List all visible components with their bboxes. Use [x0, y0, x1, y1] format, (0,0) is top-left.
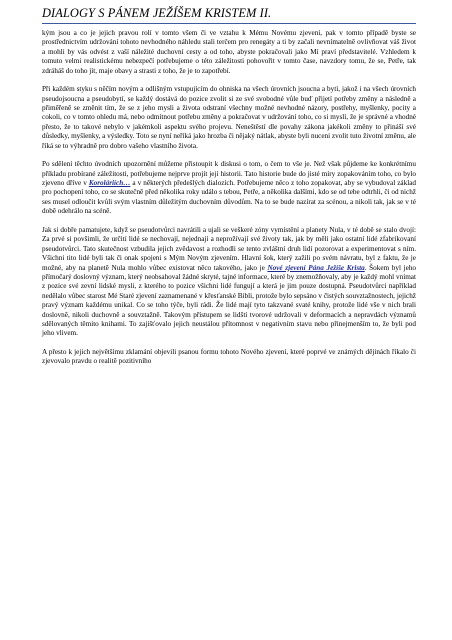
paragraph-3 [42, 160, 416, 216]
paragraph-1 [42, 29, 416, 76]
paragraph-text: Po sdělení těchto úvodních upozornění můžeme přistoupit k diskusi o tom, o čem to vše je. Než však půjdeme ke konkrétnímu příkladu probírané záležitosti, potřebujeme nejprve projít její historii. Tato historie bude do jisté míry zopakováním toho, co bylo zjeveno dříve v [42, 160, 416, 188]
header-divider [42, 23, 416, 24]
korolarie-link[interactable]: Koroláriích… [88, 179, 131, 188]
paragraph-2 [42, 85, 416, 151]
paragraph-text: a v některých předešlých dialozích. Potřebujeme něco z toho zopakovat, aby se vybudoval základ pro pochopení toho, co se skutečně před několika roky událo s tebou, Petře, a několika dalšími, kdo se od tebe odtrhli, či od nichž ses musel odloučit kvůli svým vlastním důležitým duchovním důvodům. Na to se bude nazírat za scénou, a nikoli tak, jak se v té době odehrálo na scéně. [42, 179, 416, 216]
page-header-title: DIALOGY S PÁNEM JEŽÍŠEM KRISTEM II. [42, 6, 272, 20]
document-body [42, 29, 416, 376]
paragraph-text: Při každém styku s něčím novým a odlišným vstupujícím do ohniska na všech úrovních jsoucna a bytí, jakož i na všech úrovních pseudojsoucna a pseudobytí, se každý dostává do pozice zvolit si ze své svobodné vůle buď přijetí potřeby změny a následně a přiměřeně se změnit tím, že se z jeho mysli a života odstraní všechny možné nevhodné názory, postřehy, myšlenky, pocity a cokoli, co v tomto ohledu má, nebo odmítnout potřebu změny a pokračovat v udržování toho, co si myslí, že je správné a vhodné přesto, že to takové nebylo v jakémkoli aspektu svého projevu. Neneštěstí dle povahy zákona jakékoli změny to přináší své důsledky, myšlenky, a výsledky. Toto se nyní neříká jako hrozba či nějaký nátlak, abyste byli nuceni zvolit tuto životní změnu, ale říká se to výhradně pro dobro vašeho vlastního života. [42, 85, 416, 150]
paragraph-text: Jak si dobře pamatujete, když se pseudotvůrci navrátili a ujali se veškeré zóny vymístění a planety Nula, v té době se stalo dvojí: Za prvé si povšimli, že určití lidé se nechovají, nejednají a neprožívají své životy tak, jak by měli jako ostatní lidé zfabrikovaní pseudotvůrci. Tato skutečnost vzbudila jejich zvědavost a rozhodli se tento zvláštní druh lidí pozorovat a experimentovat s ním. Všichni tito lidé byli tak či onak spojeni s Mým Novým zjevením. Hlavní šok, který zažili po svém návratu, byl z faktu, že je možné, aby na planetě Nula mohlo vůbec existovat něco takového, jako je [42, 225, 416, 272]
paragraph-text: kým jsou a co je jejich pravou rolí v tomto všem či ve vztahu k Mému Novému zjevení, pak v tomto případě byste se prostřednictvím udržování tohoto nevhodného náhledu stali terčem pro renegáty a ti by začali nevnímatelně ovlivňovat váš život a mohli by vás odvést z vaší náležité duchovní cesty a od toho, abyste pokračovali jako Mí praví představitelé. Vzhledem k tomuto velmi realistickému nebezpečí potřebujeme o této záležitosti pohovořit v tomto čase, navzdory tomu, že se, Petře, tak zdráháš do toho jít, maje obavy a strasti z toho, že je to zapotřebí. [42, 29, 416, 75]
paragraph-text: . Šokem byl jeho přímočarý doslovný význam, který neobsahoval žádné skryté, tajné informace, které by znemožňovaly, aby je každý mohl vnímat z pozice své zevní lidské mysli, z kterého to pozice všichni lidé fungují a která je jim pouze dostupná. Pseudotvůrci například nedělalo vůbec starost Mé Staré zjevení zaznamenané v křesťanské Bibli, protože bylo sepsáno v čistých souvztažnostech, jejichž pravý význam každému unikal. Co se toho týče, byli rádi. Že lidé mají tyto takzvané svaté knihy, protože lidé vše v nich brali doslovně, nikoli duchovně a souvztažně. Takovým přístupem se lidští tvorové udržovali v deformacích a nepravdách významů sdělovaných těmito knihami. To zajišťovalo jejich neustálou přítomnost v negativním stavu nebo přinejmenším to, že byli pod jeho vlivem. [42, 263, 417, 338]
paragraph-4 [42, 226, 416, 339]
new-revelation-link[interactable]: Nové zjevení Pána Ježíše Krista [267, 263, 365, 272]
paragraph-5 [42, 348, 416, 367]
paragraph-text: A přesto k jejich největšímu zklamání objevili psanou formu tohoto Nového zjevení, které poprvé ve známých dějinách říkalo či zjevovalo pravdu o realitě pozitivního [42, 347, 416, 366]
